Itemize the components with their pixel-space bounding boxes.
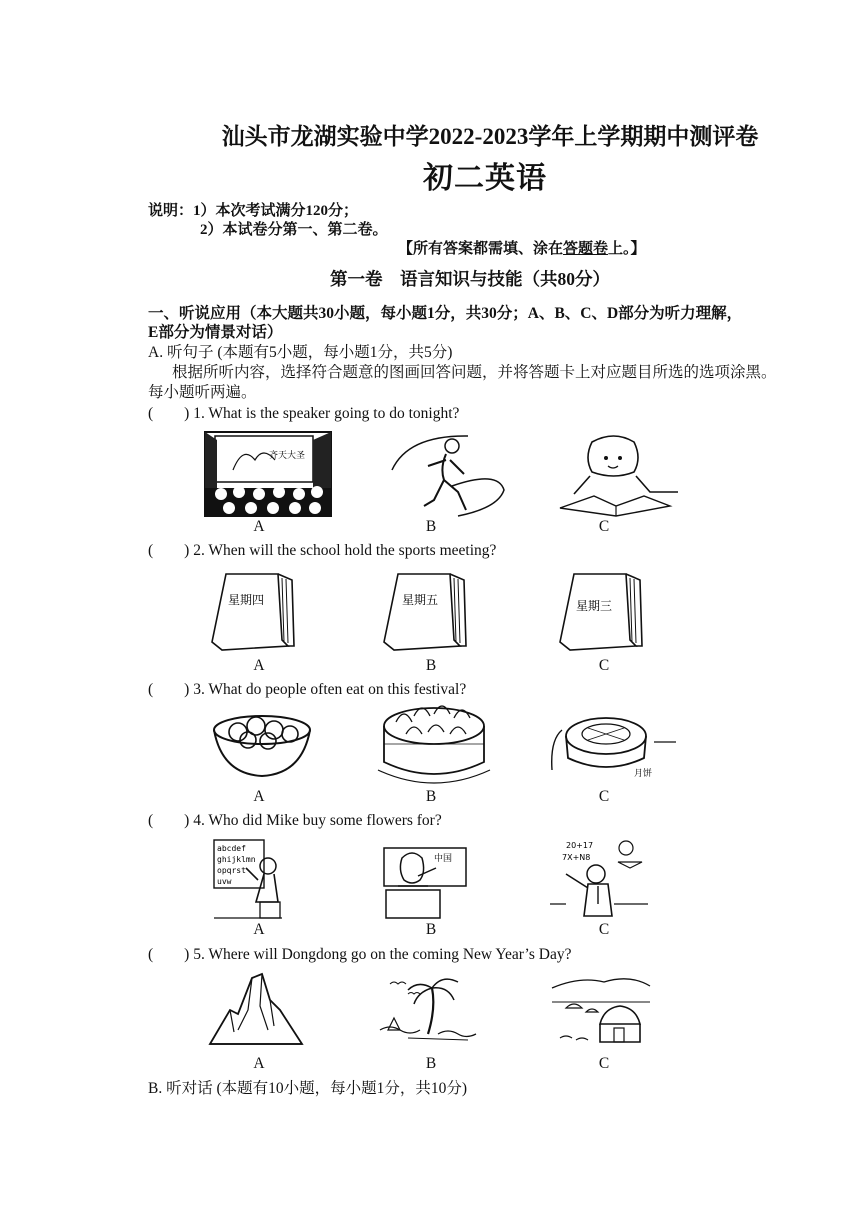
note-line-1: 说明：1）本次考试满分120分；	[148, 203, 359, 219]
question-1: ( ) 1. What is the speaker going to do tonight?	[148, 405, 460, 422]
calendar-friday-picture	[380, 570, 468, 656]
question-5: ( ) 5. Where will Dongdong go on the coming New Year’s Day?	[148, 946, 572, 963]
subject-title: 初二英语	[423, 162, 547, 195]
subA-instruction-line1: 根据所听内容，选择符合题意的图画回答问题，并将答题卡上对应题目所选的选项涂黑。	[172, 364, 777, 381]
note-line-3-underlined: 答题卷	[563, 241, 609, 257]
subA-title: A. 听句子 (本题有5小题，每小题1分，共5分)	[148, 344, 453, 361]
q4c-board2: 7X+N8	[562, 853, 591, 862]
beach-picture	[378, 974, 478, 1046]
q3-option-c: C	[598, 788, 610, 805]
note-line-3-suffix: 上。】	[608, 241, 646, 257]
skating-picture	[388, 430, 506, 518]
cinema-picture	[203, 430, 333, 518]
q5-option-a: A	[253, 1055, 265, 1072]
calendar-thursday-picture	[208, 570, 296, 656]
q1-option-b: B	[425, 518, 437, 535]
q3c-text: 月饼	[634, 769, 653, 779]
school-title: 汕头市龙湖实验中学2022-2023学年上学期期中测评卷	[221, 124, 759, 149]
yurt-grassland-picture	[550, 972, 652, 1048]
reading-girl-picture	[554, 430, 679, 518]
q4a-row1: abcdef	[217, 844, 246, 853]
q2-option-c: C	[598, 657, 610, 674]
q5-option-c: C	[598, 1055, 610, 1072]
mooncake-picture	[548, 710, 678, 782]
question-4: ( ) 4. Who did Mike buy some flowers for?	[148, 812, 442, 829]
subB-title: B. 听对话 (本题有10小题，每小题1分，共10分)	[148, 1080, 468, 1097]
q3-option-a: A	[253, 788, 265, 805]
calendar-wednesday-picture	[556, 570, 644, 656]
q4-option-c: C	[598, 921, 610, 938]
q2a-text: 星期四	[228, 593, 265, 607]
q5-option-b: B	[425, 1055, 437, 1072]
q1-option-c: C	[598, 518, 610, 535]
question-2: ( ) 2. When will the school hold the sports meeting?	[148, 542, 497, 559]
english-teacher-picture	[212, 838, 284, 922]
section1-heading-line1: 一、听说应用（本大题共30小题，每小题1分，共30分；A、B、C、D部分为听力理解，	[148, 305, 743, 322]
q2b-text: 星期五	[402, 593, 439, 607]
section1-heading-line2: E部分为情景对话）	[148, 324, 283, 341]
note-line-3-prefix: 【所有答案都需填、涂在	[398, 241, 564, 257]
tangyuan-bowl-picture	[212, 708, 312, 778]
q1-option-a: A	[253, 518, 265, 535]
chinese-teacher-picture	[380, 846, 468, 920]
q4b-text: 中国	[434, 854, 453, 864]
q4-option-b: B	[425, 921, 437, 938]
note-line-2: 2）本试卷分第一、第二卷。	[200, 222, 388, 238]
subA-instruction-line2: 每小题听两遍。	[148, 384, 257, 401]
note-line-3	[398, 237, 646, 258]
dumpling-cake-picture	[376, 700, 492, 790]
math-teacher-picture	[548, 838, 650, 922]
q2-option-b: B	[425, 657, 437, 674]
q4a-row3: opqrst	[217, 866, 246, 875]
q4c-board1: 20+17	[566, 841, 594, 850]
q3-option-b: B	[425, 788, 437, 805]
q4a-row2: ghijklmn	[217, 855, 256, 864]
q2-option-a: A	[253, 657, 265, 674]
q4a-row4: uvw	[217, 877, 232, 886]
q1a-screen-text: 齐天大圣	[269, 451, 306, 461]
q4-option-a: A	[253, 921, 265, 938]
part1-title: 第一卷 语言知识与技能（共80分）	[330, 269, 610, 289]
question-3: ( ) 3. What do people often eat on this festival?	[148, 681, 467, 698]
mountain-picture	[208, 970, 304, 1050]
q2c-text: 星期三	[576, 599, 613, 613]
